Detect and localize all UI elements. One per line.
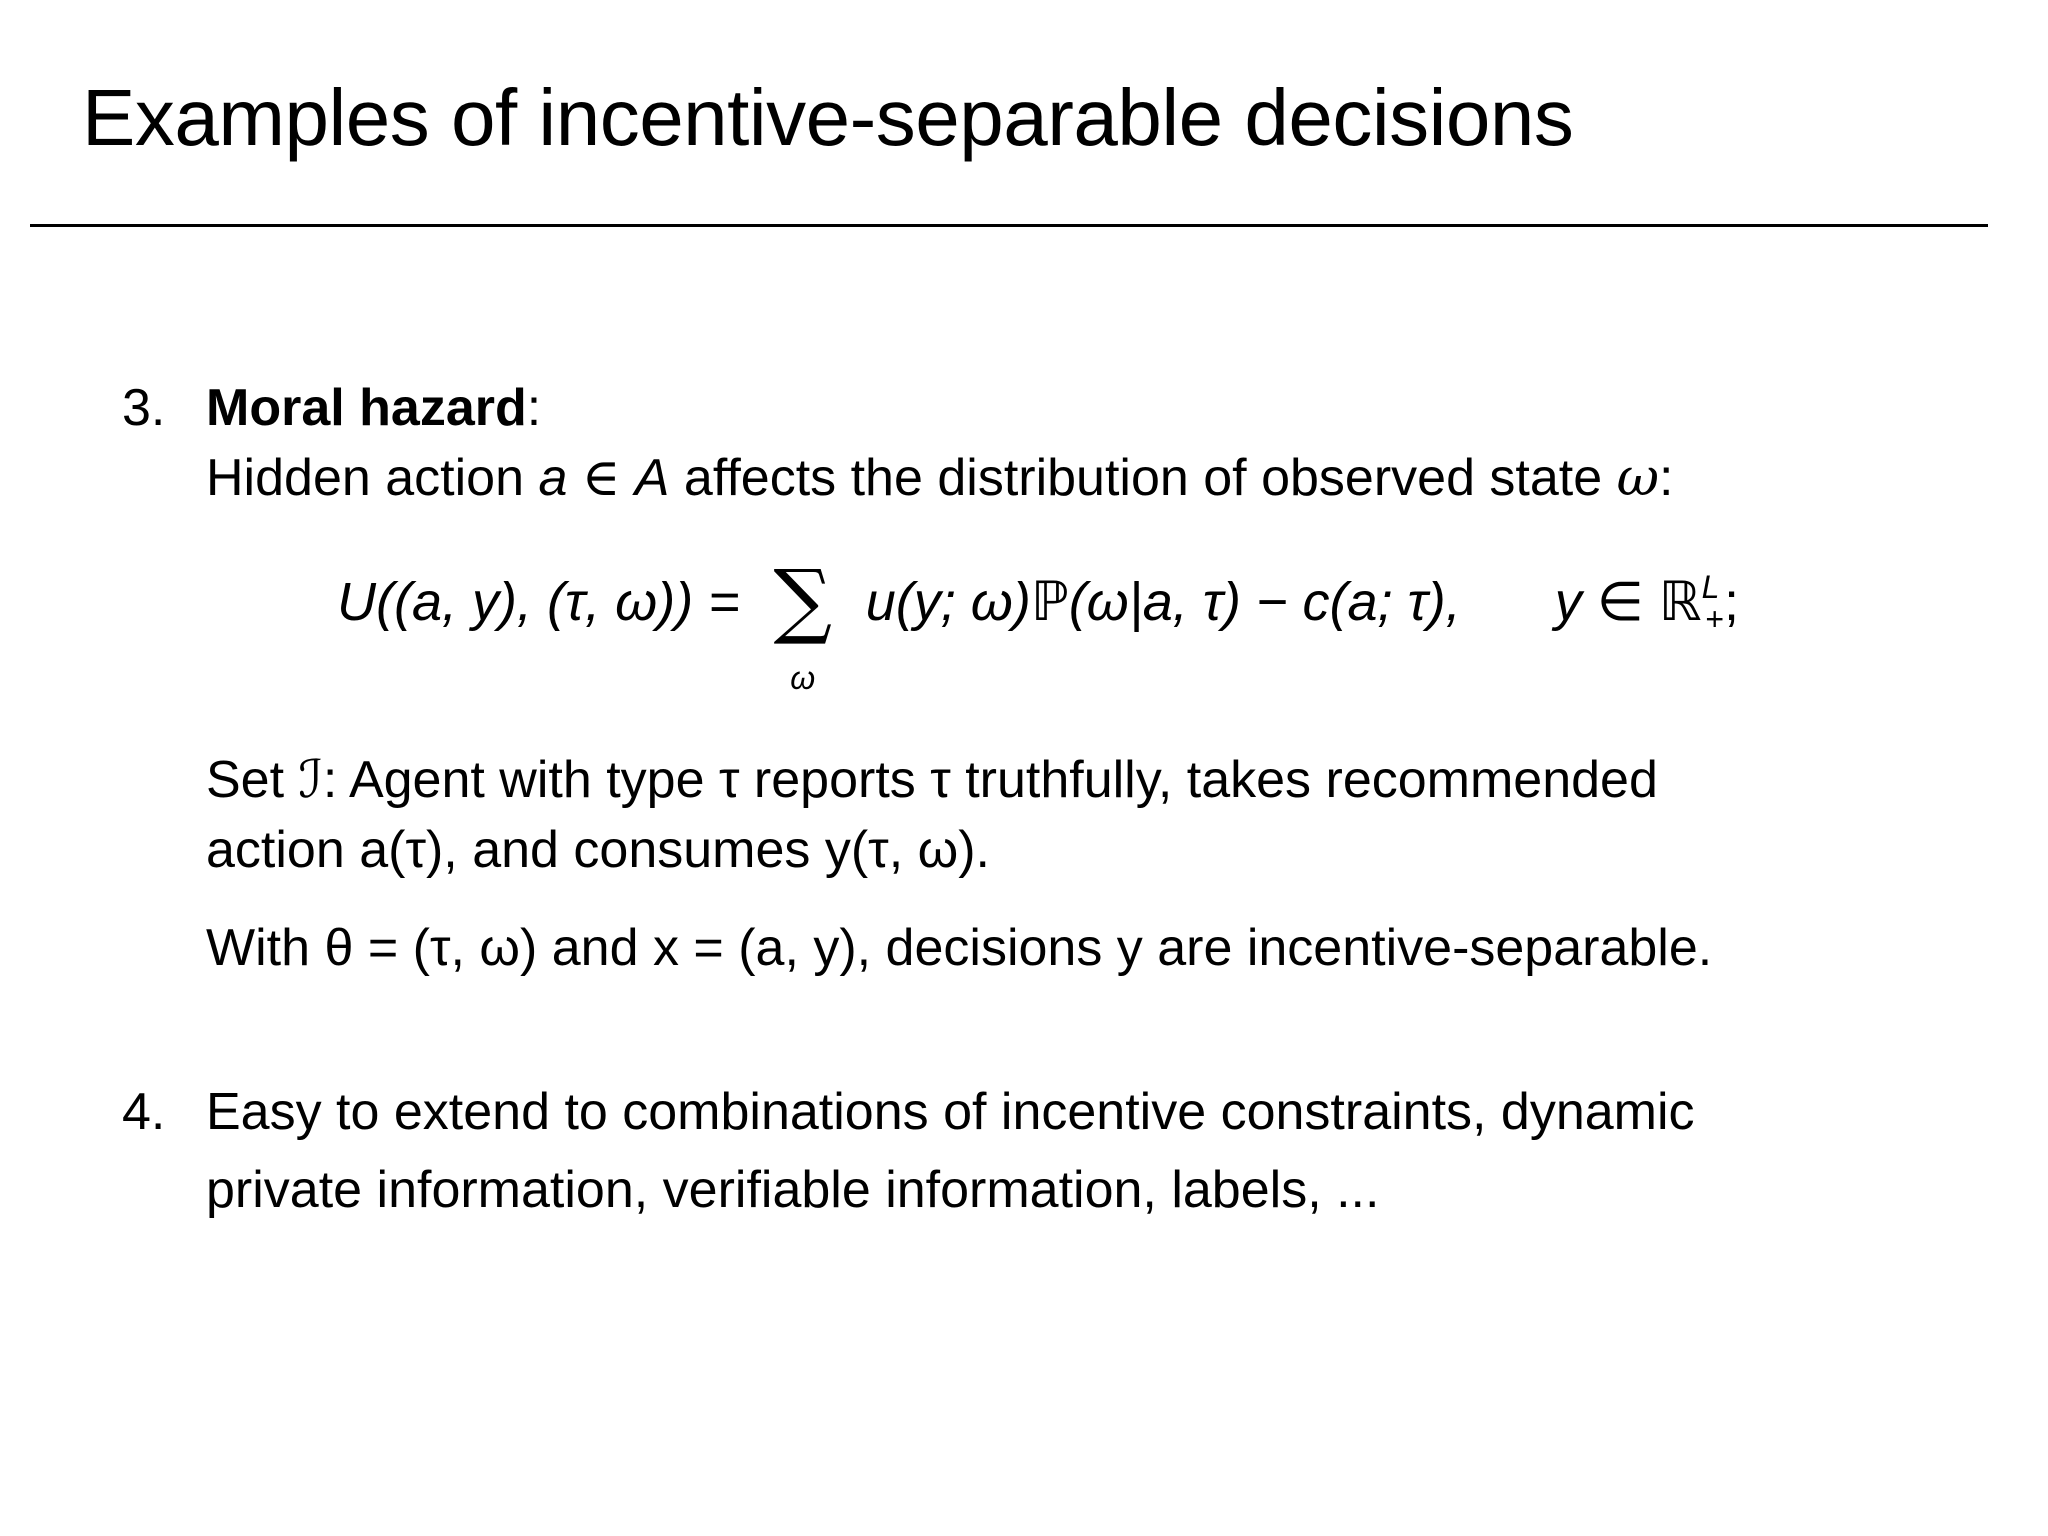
incentive-separable-statement: With θ = (τ, ω) and x = (a, y), decisions y are incentive-separable. [206, 919, 1713, 977]
summation: ∑ ω [755, 552, 851, 634]
item-3-heading: Moral hazard [206, 379, 527, 437]
title-divider [30, 224, 1988, 227]
equation-lhs: U((a, y), (τ, ω)) = [337, 572, 740, 632]
item-3-number: 3. [122, 379, 166, 437]
item-4-line-1: Easy to extend to combinations of incentive constraints, dynamic [206, 1083, 1695, 1141]
item-3-heading-line: Moral hazard: [206, 379, 542, 437]
set-i-line-1: Set ℐ: Agent with type τ reports τ truthfully, takes recommended [206, 751, 1658, 809]
summation-index: ω [790, 660, 816, 696]
utility-equation: U((a, y), (τ, ω)) = ∑ ω u(y; ω)ℙ(ω|a, τ) − c(a; τ), y ∈ ℝ$^L_+$; [337, 553, 1740, 696]
item-4-line-2: private information, verifiable information, labels, ... [206, 1161, 1380, 1219]
item-4-number: 4. [122, 1083, 166, 1141]
equation-rhs: u(y; ω)ℙ(ω|a, τ) − c(a; τ), [865, 572, 1461, 632]
slide-title: Examples of incentive-separable decisions [82, 73, 1574, 162]
equation-domain: y ∈ ℝ [1554, 572, 1702, 632]
set-i-line-2: action a(τ), and consumes y(τ, ω). [206, 821, 990, 879]
item-3-description: Hidden action a ∈ A affects the distribution of observed state ω: [206, 448, 1674, 508]
